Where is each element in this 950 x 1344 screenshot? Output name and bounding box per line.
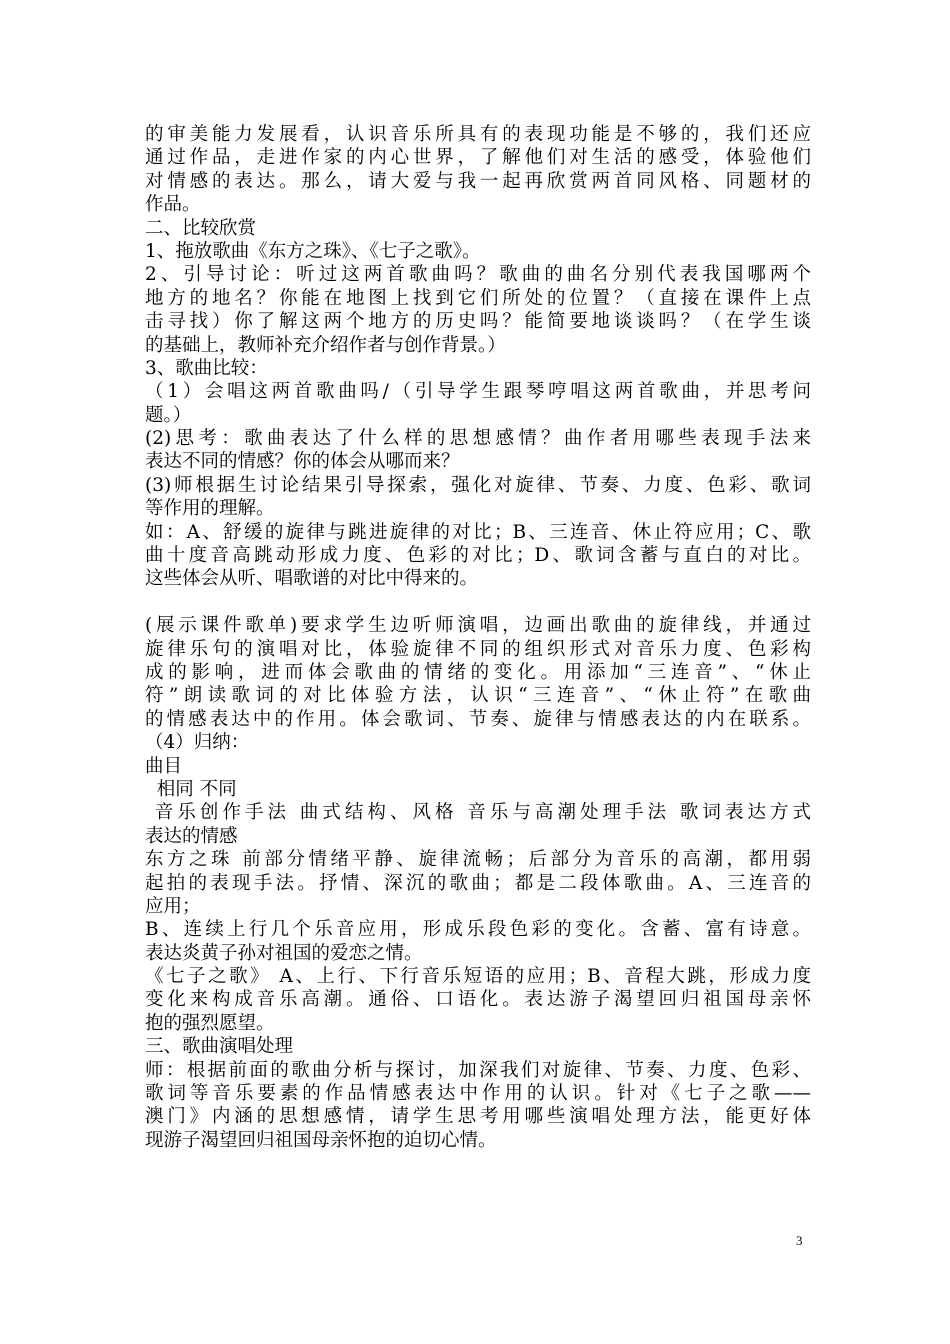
text-line: 起拍的表现手法。抒情、深沉的歌曲；都是二段体歌曲。A、三连音的 <box>145 872 811 894</box>
text-line: 抱的强烈愿望。 <box>145 1012 275 1034</box>
text-line: 二、比较欣赏 <box>145 217 257 239</box>
text-line: 旋律乐句的演唱对比，体验旋律不同的组织形式对音乐力度、色彩构 <box>145 638 811 660</box>
text-line: 歌词等音乐要素的作品情感表达中作用的认识。针对《七子之歌—— <box>145 1083 811 1105</box>
document-body <box>145 123 811 1152</box>
text-line: 如：A、舒缓的旋律与跳进旋律的对比；B、三连音、休止符应用；C、歌 <box>145 521 811 543</box>
text-line: 1、拖放歌曲《东方之珠》、《七子之歌》。 <box>145 240 481 262</box>
text-line: 现游子渴望回归祖国母亲怀抱的迫切心情。 <box>145 1129 497 1151</box>
text-line: 音乐创作手法 曲式结构、风格 音乐与高潮处理手法 歌词表达方式 <box>145 802 811 824</box>
blank-line <box>145 591 811 614</box>
text-line: 表达不同的情感？你的体会从哪而来？ <box>145 451 460 473</box>
text-line: B、连续上行几个乐音应用，形成乐段色彩的变化。含蓄、富有诗意。 <box>145 919 811 941</box>
text-line: 应用； <box>145 895 201 917</box>
text-line: 相同 不同 <box>145 778 237 800</box>
text-line: 三、歌曲演唱处理 <box>145 1036 294 1058</box>
text-line: 的审美能力发展看，认识音乐所具有的表现功能是不够的，我们还应 <box>145 124 811 145</box>
text-line: (3)师根据生讨论结果引导探索，强化对旋律、节奏、力度、色彩、歌词 <box>145 474 811 496</box>
text-line: （4）归纳： <box>145 732 250 754</box>
text-line: 师：根据前面的歌曲分析与探讨，加深我们对旋律、节奏、力度、色彩、 <box>145 1059 811 1081</box>
text-line: 2、引导讨论：听过这两首歌曲吗？歌曲的曲名分别代表我国哪两个 <box>145 264 811 286</box>
text-line: 作品。 <box>145 194 201 216</box>
text-line: 东方之珠 前部分情绪平静、旋律流畅；后部分为音乐的高潮，都用弱 <box>145 849 811 871</box>
text-line: 《七子之歌》 A、上行、下行音乐短语的应用；B、音程大跳，形成力度 <box>145 966 811 988</box>
text-line: 击寻找）你了解这两个地方的历史吗？能简要地谈谈吗？（在学生谈 <box>145 311 811 333</box>
text-line: 曲十度音高跳动形成力度、色彩的对比；D、歌词含蓄与直白的对比。 <box>145 545 811 567</box>
text-line: 题。） <box>145 404 192 426</box>
text-line: 的基础上，教师补充介绍作者与创作背景。） <box>145 334 506 356</box>
text-line: 符”朗读歌词的对比体验方法，认识“三连音”、“休止符”在歌曲 <box>145 685 811 707</box>
text-line: (展示课件歌单)要求学生边听师演唱，边画出歌曲的旋律线，并通过 <box>145 615 811 637</box>
text-line: 澳门》内涵的思想感情，请学生思考用哪些演唱处理方法，能更好体 <box>145 1106 811 1128</box>
text-line: 变化来构成音乐高潮。通俗、口语化。表达游子渴望回归祖国母亲怀 <box>145 989 811 1011</box>
text-line: 这些体会从听、唱歌谱的对比中得来的。 <box>145 568 479 590</box>
text-line: 3、歌曲比较： <box>145 357 268 379</box>
text-line: 对情感的表达。那么，请大爱与我一起再欣赏两首同风格、同题材的 <box>145 170 811 192</box>
text-line: 地方的地名？你能在地图上找到它们所处的位置？（直接在课件上点 <box>145 287 811 309</box>
text-line: 曲目 <box>145 755 183 777</box>
page-number: 3 <box>796 1233 803 1248</box>
text-line: 等作用的理解。 <box>145 498 275 520</box>
text-line: 通过作品，走进作家的内心世界，了解他们对生活的感受，体验他们 <box>145 147 811 169</box>
text-line: 的情感表达中的作用。体会歌词、节奏、旋律与情感表达的内在联系。 <box>145 708 811 730</box>
text-line: （1）会唱这两首歌曲吗/（引导学生跟琴哼唱这两首歌曲，并思考问 <box>145 381 811 403</box>
text-line: (2)思考：歌曲表达了什么样的思想感情？曲作者用哪些表现手法来 <box>145 428 811 450</box>
text-line: 表达的情感 <box>145 825 238 847</box>
text-line: 成的影响，进而体会歌曲的情绪的变化。用添加“三连音”、“休止 <box>145 661 811 683</box>
text-line: 表达炎黄子孙对祖国的爱恋之情。 <box>145 942 423 964</box>
